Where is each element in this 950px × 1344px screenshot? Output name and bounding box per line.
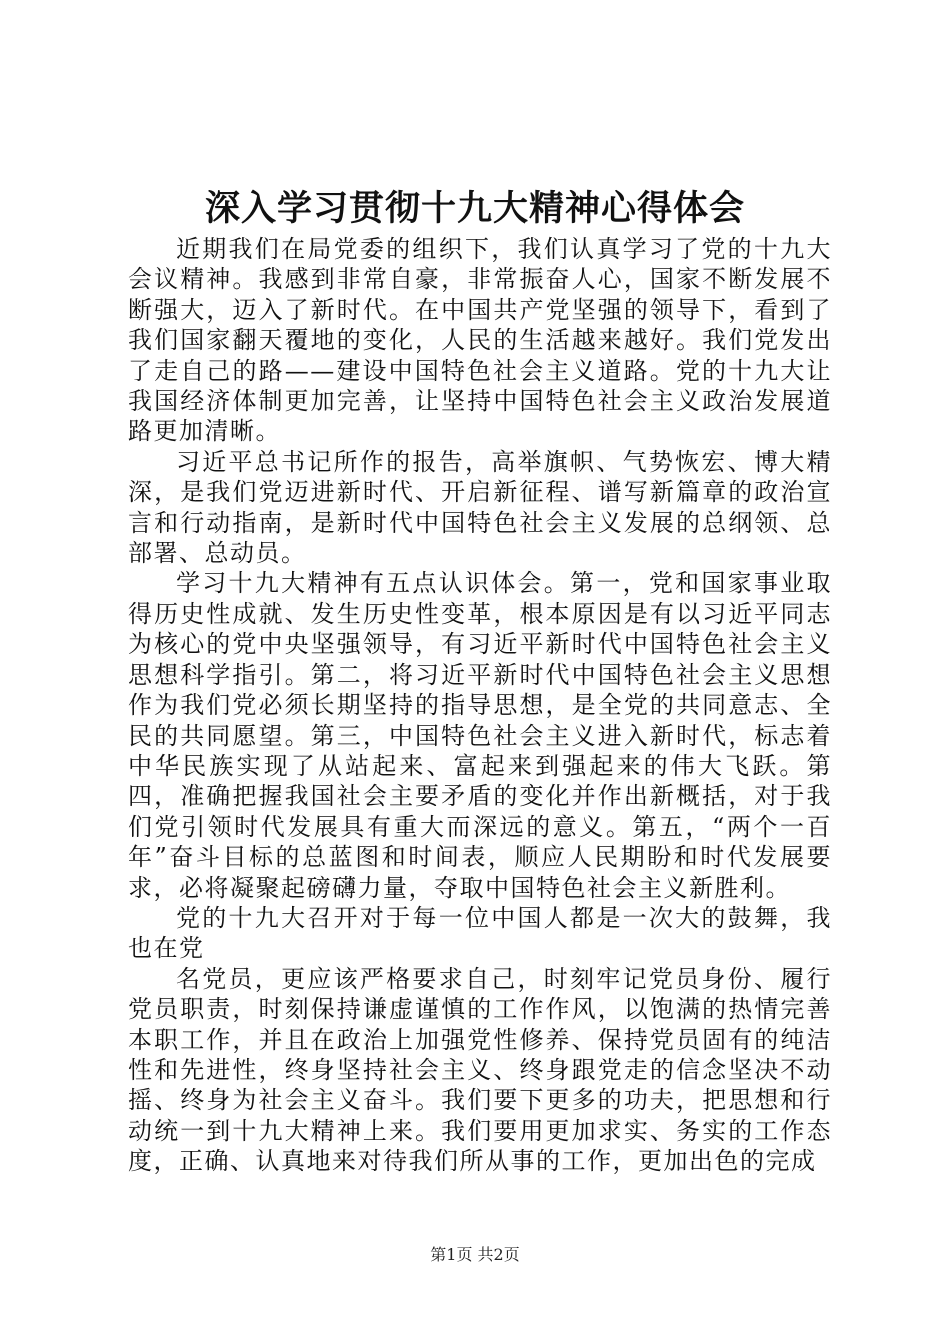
document-title: 深入学习贯彻十九大精神心得体会 (204, 188, 745, 229)
paragraph-4: 党的十九大召开对于每一位中国人都是一次大的鼓舞，我也在党 (128, 903, 832, 963)
paragraph-3: 学习十九大精神有五点认识体会。第一，党和国家事业取得历史性成就、发生历史性变革，根本原因是有以习近平同志为核心的党中央坚强领导，有习近平新时代中国特色社会主义思想科学指引。第二，将习近平新时代中国特色社会主义思想作为我们党必须长期坚持的指导思想，是全党的共同意志、全民的共同愿望。第三，中国特色社会主义进入新时代，标志着中华民族实现了从站起来、富起来到强起来的伟大飞跃。第四，准确把握我国社会主要矛盾的变化并作出新概括，对于我们党引领时代发展具有重大而深远的意义。第五，“两个一百年”奋斗目标的总蓝图和时间表，顺应人民期盼和时代发展要求，必将凝聚起磅礴力量，夺取中国特色社会主义新胜利。 (128, 569, 832, 902)
paragraph-5: 名党员，更应该严格要求自己，时刻牢记党员身份、履行党员职责，时刻保持谦虚谨慎的工作作风，以饱满的热情完善本职工作，并且在政治上加强党性修养、保持党员固有的纯洁性和先进性，终身坚持社会主义、终身跟党走的信念坚决不动摇、终身为社会主义奋斗。我们要下更多的功夫，把思想和行动统一到十九大精神上来。我们要用更加求实、务实的工作态度，正确、认真地来对待我们所从事的工作，更加出色的完成 (128, 964, 832, 1176)
paragraph-2: 习近平总书记所作的报告，高举旗帜、气势恢宏、博大精深，是我们党迈进新时代、开启新征程、谱写新篇章的政治宣言和行动指南，是新时代中国特色社会主义发展的总纲领、总部署、总动员。 (128, 447, 832, 568)
document-body (128, 234, 832, 1177)
page-footer: 第1页 共2页 (430, 1245, 520, 1264)
paragraph-1: 近期我们在局党委的组织下，我们认真学习了党的十九大会议精神。我感到非常自豪，非常振奋人心，国家不断发展不断强大，迈入了新时代。在中国共产党坚强的领导下，看到了我们国家翻天覆地的变化，人民的生活越来越好。我们党发出了走自己的路——建设中国特色社会主义道路。党的十九大让我国经济体制更加完善，让坚持中国特色社会主义政治发展道路更加清晰。 (128, 235, 832, 446)
